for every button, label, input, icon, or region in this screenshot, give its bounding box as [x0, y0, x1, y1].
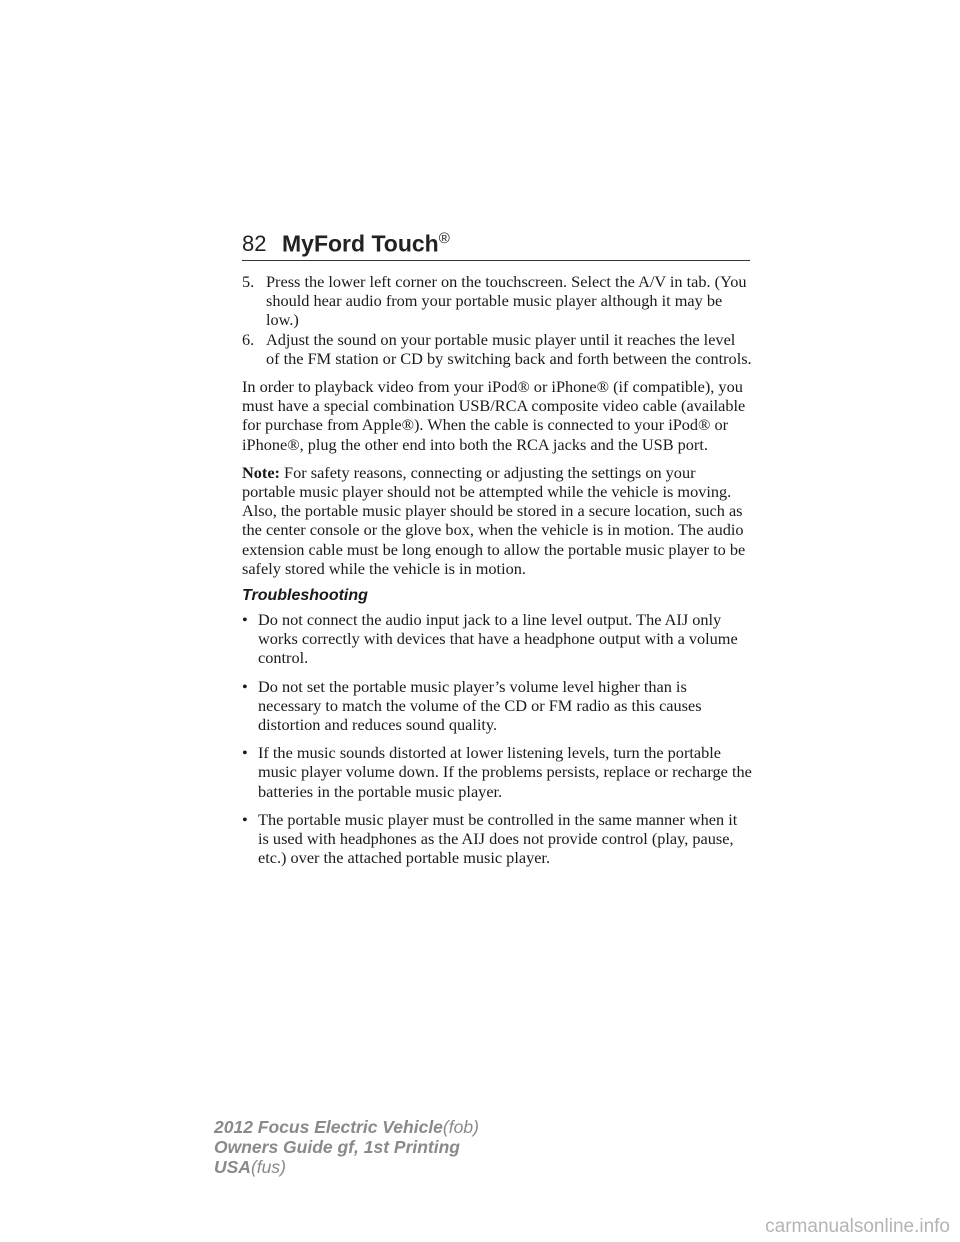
step-text: Press the lower left corner on the touchscreen. Select the A/V in tab. (You should hear audio from your portable music player although it may be low.) — [266, 272, 747, 330]
footer-line-1 — [214, 1117, 479, 1137]
list-item — [242, 810, 752, 868]
header-rule — [242, 260, 750, 261]
troubleshooting-list — [242, 610, 752, 867]
step-6 — [242, 330, 752, 368]
safety-note — [242, 463, 752, 578]
page-body — [242, 272, 752, 876]
page-header — [242, 227, 750, 267]
footer-line-2: Owners Guide gf, 1st Printing — [214, 1137, 460, 1157]
footer-vehicle: 2012 Focus Electric Vehicle — [214, 1117, 443, 1137]
registered-mark: ® — [438, 230, 450, 247]
step-number: 5. — [242, 272, 255, 291]
bullet-icon: • — [242, 676, 248, 696]
troubleshooting-heading: Troubleshooting — [242, 587, 368, 605]
page-number: 82 — [242, 231, 267, 256]
step-number: 6. — [242, 329, 255, 349]
list-item-text: Do not set the portable music player’s volume level higher than is necessary to match the volume of the CD or FM radio as this causes distortion and reduces sound quality. — [258, 676, 702, 735]
footer-market: USA — [214, 1157, 251, 1177]
step-text: Adjust the sound on your portable music player until it reaches the level of the FM station or CD by switching back and forth between the controls. — [266, 329, 752, 368]
list-item-text: If the music sounds distorted at lower listening levels, turn the portable music player volume down. If the problems persists, replace or recharge the batteries in the portable music player. — [258, 743, 752, 801]
bullet-icon: • — [242, 743, 248, 763]
list-item — [242, 743, 752, 801]
section-title — [282, 230, 450, 258]
footer-vehicle-code: (fob) — [442, 1117, 479, 1137]
list-item-text: Do not connect the audio input jack to a line level output. The AIJ only works correctly with devices that have a headphone output with a volume control. — [258, 610, 738, 668]
list-item — [242, 610, 752, 668]
bullet-icon: • — [242, 809, 248, 829]
step-5 — [242, 272, 752, 330]
bullet-icon: • — [242, 610, 248, 630]
note-label: Note: — [242, 462, 280, 482]
footer-market-code: (fus) — [250, 1157, 286, 1177]
footer-line-3 — [214, 1157, 479, 1177]
watermark-text: carmanualsonline.info — [765, 1216, 950, 1237]
list-item-text: The portable music player must be controlled in the same manner when it is used with headphones as the AIJ does not provide control (play, pause, etc.) over the attached portable music player. — [258, 809, 738, 868]
video-playback-paragraph: In order to playback video from your iPod® or iPhone® (if compatible), you must have a special combination USB/RCA composite video cable (available for purchase from Apple®). When the cable is connected to your iPod® or iPhone®, plug the other end into both the RCA jacks and the USB port. — [242, 377, 746, 454]
list-item — [242, 677, 752, 735]
note-text: For safety reasons, connecting or adjusting the settings on your portable music player should not be attempted while the vehicle is moving. Also, the portable music player should be stored in a secure location, such as the center console or the glove box, when the vehicle is in motion. The audio extension cable must be long enough to allow the portable music player to be safely stored while the vehicle is in motion. — [242, 462, 746, 578]
print-footer — [214, 1117, 479, 1177]
section-title-text: MyFord Touch — [282, 230, 439, 257]
